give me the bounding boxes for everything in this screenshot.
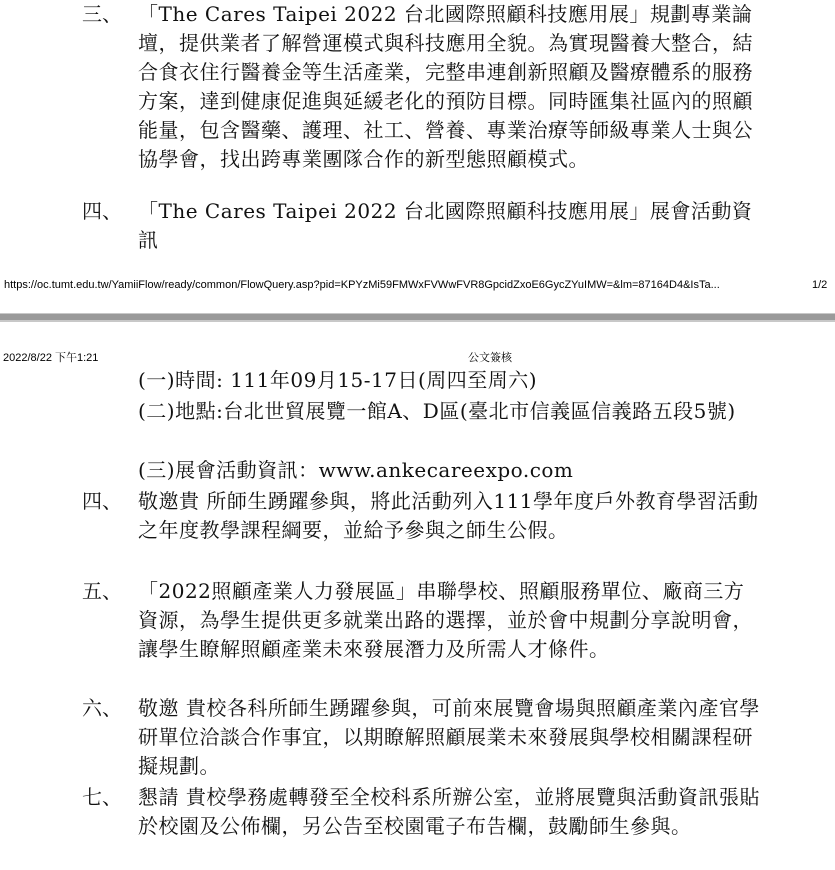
item-text: 懇請 貴校學務處轉發至全校科系所辦公室，並將展覽與活動資訊張貼於校園及公佈欄，另公告至校園電子布告欄，鼓勵師生參與。 [138, 785, 760, 838]
item-text: 敬邀 貴校各科所師生踴躍參與，可前來展覽會場與照顧產業內產官學研單位洽談合作事宜，以期瞭解照顧展業未來發展與學校相關課程研擬規劃。 [138, 696, 760, 778]
item-text: 「The Cares Taipei 2022 台北國際照顧科技應用展」規劃專業論壇，提供業者了解營運模式與科技應用全貌。為實現醫養大整合，結合食衣住行醫養金等生活產業，完整串連創新照顧及醫療體系的服務方案，達到健康促進與延緩老化的預防目標。同時匯集社區內的照顧能量，包含醫藥、護理、社工、營養、專業治療等師級專業人士與公協學會，找出跨專業團隊合作的新型態照顧模式。 [138, 2, 753, 171]
item-number: 四、 [82, 489, 122, 513]
print-header-title: 公文簽核 [468, 352, 512, 364]
sub-item-info: (三)展會活動資訊：www.ankecareexpo.com [138, 458, 574, 482]
document-page-2 [0, 322, 835, 870]
item-text: 「The Cares Taipei 2022 台北國際照顧科技應用展」展會活動資訊 [138, 199, 753, 252]
page-separator-line [0, 314, 835, 320]
sub-item-time: (一)時間: 111年09月15-17日(周四至周六) [138, 368, 538, 392]
item-number: 四、 [82, 199, 122, 223]
print-footer-url: https://oc.tumt.edu.tw/YamiiFlow/ready/common/FlowQuery.asp?pid=KPYzMi59FMWxFVWwFVR8GpcidZxoE6GycZYuIMW=&lm=87164D4&IsTa... [4, 279, 720, 291]
print-header-datetime: 2022/8/22 下午1:21 [3, 352, 99, 364]
document-page-1 [0, 0, 835, 313]
item-number: 三、 [82, 2, 122, 26]
sub-item-location: (二)地點:台北世貿展覽一館A、D區(臺北市信義區信義路五段5號) [138, 399, 736, 423]
item-number: 五、 [82, 579, 122, 603]
item-text: 敬邀貴 所師生踴躍參與，將此活動列入111學年度戶外教育學習活動之年度教學課程綱要，並給予參與之師生公假。 [138, 489, 759, 542]
item-text: 「2022照顧產業人力發展區」串聯學校、照顧服務單位、廠商三方資源，為學生提供更多就業出路的選擇，並於會中規劃分享說明會，讓學生瞭解照顧產業未來發展潛力及所需人才條件。 [138, 579, 753, 661]
item-number: 六、 [82, 696, 122, 720]
print-footer-page-number: 1/2 [812, 279, 828, 291]
item-number: 七、 [82, 785, 122, 809]
